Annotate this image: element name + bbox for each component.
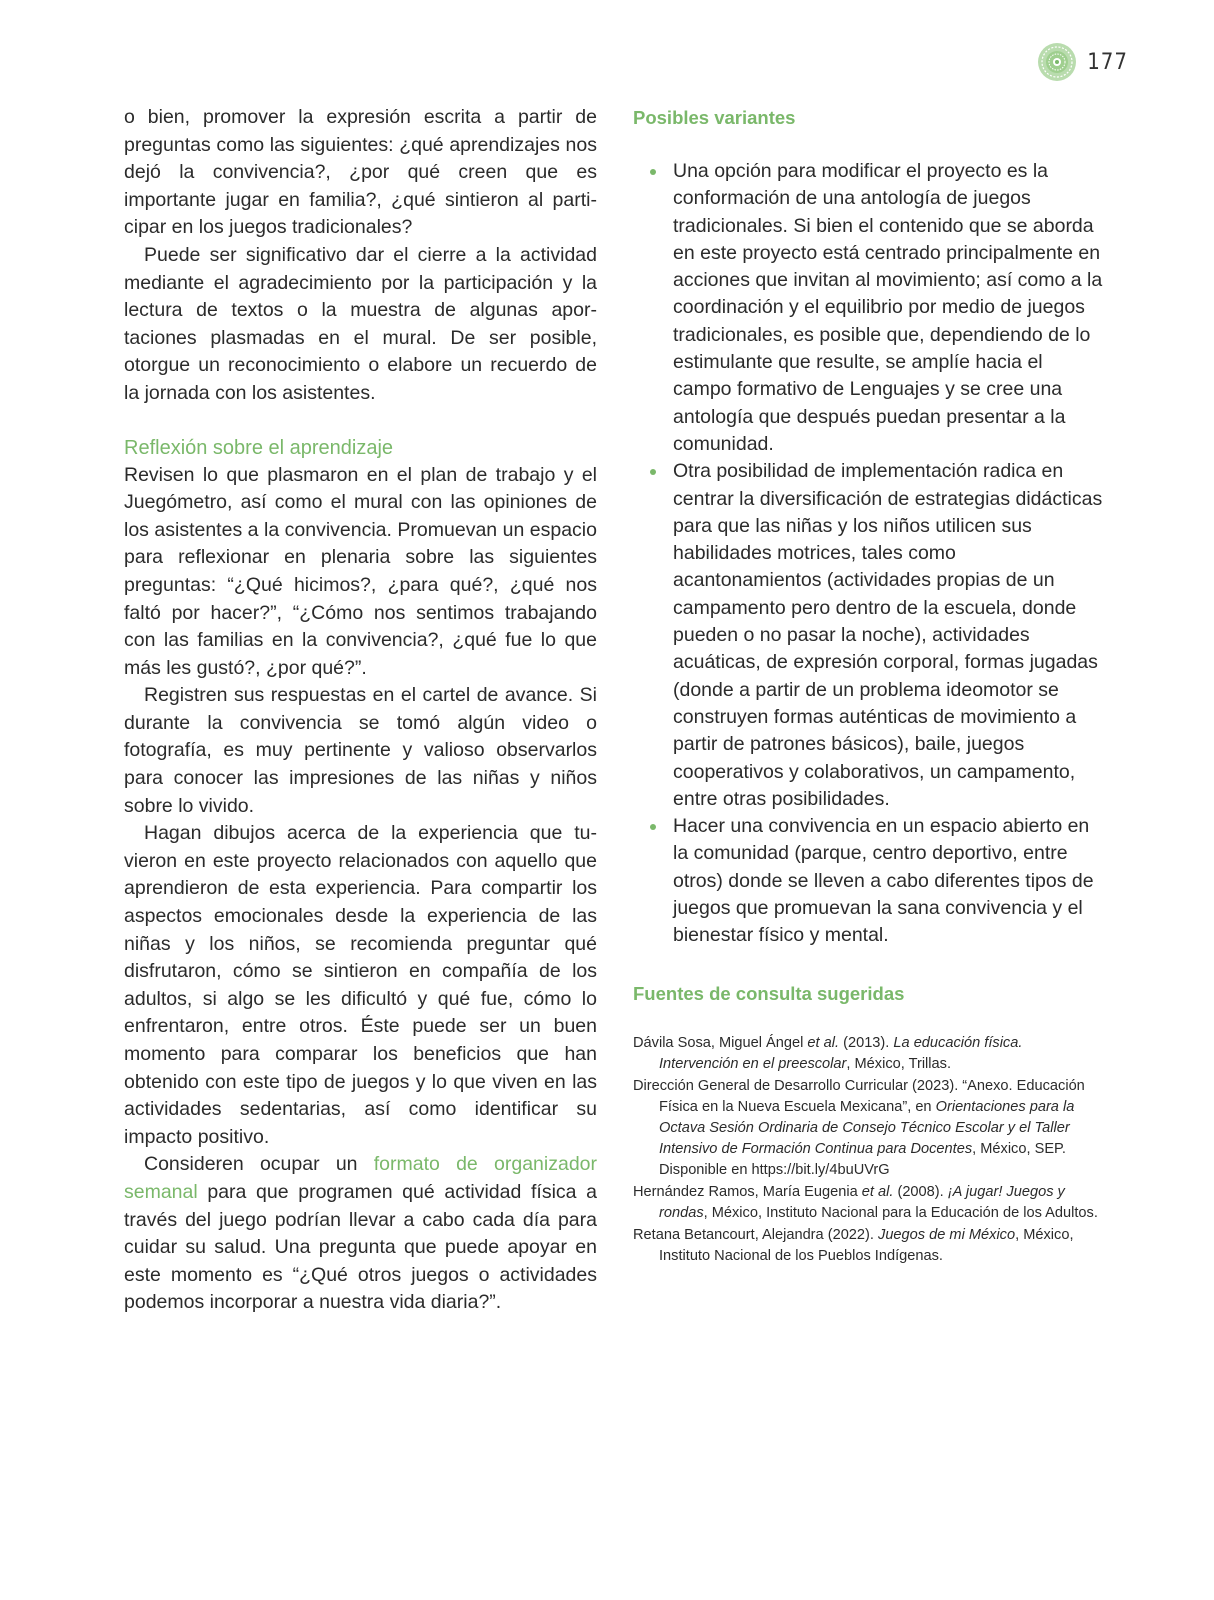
reference-author: Dávila Sosa, Miguel Ángel — [633, 1034, 808, 1051]
reference-title: ¡A jugar! Juegos y rondas — [659, 1183, 1065, 1221]
list-item-text: Otra posibilidad de implementación radica en centrar la diversificación de estrategias didácticas para que las niñas y los niños utilicen sus habilidades motrices, tales como acantonamientos (actividades propias de un campamento pero dentro de la escuela, donde pueden o no pasar la noche), actividades acuáticas, de expresión corporal, formas jugadas (donde a partir de un problema ideomotor se construyen formas auténticas de movimiento a partir de patrones básicos), baile, juegos cooperativos y colaborativos, un campamento, entre otras posibilidades. — [673, 460, 1103, 810]
left-column — [124, 104, 597, 1317]
circular-ornament-icon — [1037, 42, 1077, 82]
bullet-icon — [650, 169, 656, 175]
reference-title: La educación física. Intervención en el preescolar — [659, 1034, 1023, 1072]
reference-item — [633, 1182, 1103, 1224]
reference-etal: et al. — [861, 1183, 894, 1200]
reference-title: Juegos de mi México — [878, 1226, 1016, 1243]
list-item — [633, 158, 1103, 458]
section-heading-sources: Fuentes de consulta sugeridas — [633, 982, 905, 1004]
reference-publisher: , México, Instituto Nacional para la Educación de los Adultos. — [703, 1204, 1098, 1221]
reference-author: Dirección General de Desarrollo Curricular (2023). “Anexo. Educación Física en la Nueva Escuela Mexicana”, en — [633, 1077, 1085, 1115]
paragraph-text: para que programen qué actividad física a través del juego podrían llevar a cabo cada día para cuidar su salud. Una pregunta que puede apoyar en este momento es “¿Qué otros juegos o actividades podemos incorporar a nuestra vida diaria?”. — [124, 1180, 597, 1314]
references-list — [633, 1033, 1103, 1267]
paragraph-text: Consideren ocupar un — [144, 1153, 374, 1176]
reference-title: Orientaciones para la Octava Sesión Ordinaria de Consejo Técnico Escolar y el Taller Intensivo de Formación Continua para Docentes — [659, 1098, 1075, 1157]
reference-item — [633, 1033, 1103, 1075]
reference-publisher: , México, SEP. Disponible en https://bit.ly/4buUVrG — [659, 1140, 1066, 1178]
paragraph: Puede ser significativo dar el cierre a la actividad mediante el agradecimiento por la participación y la lectura de textos o la muestra de algunas aportaciones plasmadas en el mural. De ser posible, otorgue un reconocimiento o elabore un recuerdo de la jornada con los asistentes. — [124, 243, 597, 404]
paragraph — [124, 1151, 597, 1317]
reference-etal: et al. — [807, 1034, 840, 1051]
variants-list — [633, 158, 1103, 950]
list-item — [633, 813, 1103, 949]
reference-publisher: , México, Trillas. — [846, 1055, 952, 1072]
page-number: 177 — [1087, 49, 1128, 75]
bullet-icon — [650, 469, 656, 475]
list-item — [633, 458, 1103, 813]
reference-item — [633, 1225, 1103, 1267]
bullet-icon — [650, 824, 656, 830]
list-item-text: Una opción para modificar el proyecto es la conformación de una antología de juegos tradicionales. Si bien el contenido que se aborda en este proyecto está centrado principalmente en acciones que invitan al movimiento; así como a la coordinación y el equilibrio por medio de juegos tradicionales, es posible que, dependiendo de lo estimulante que resulte, se amplíe hacia el campo formativo de Lenguajes y se cree una antología que después puedan presentar a la comunidad. — [673, 160, 1103, 455]
reference-publisher: , México, Instituto Nacional de los Pueblos Indígenas. — [659, 1226, 1074, 1264]
section-heading-reflection: Reflexión sobre el aprendizaje — [124, 436, 394, 459]
paragraph: Registren sus respuestas en el cartel de avance. Si durante la convivencia se tomó algún video o fotografía, es muy pertinente y valioso observarlos para conocer las impresiones de las niñas y niños sobre lo vivido. — [124, 684, 597, 817]
page-header — [1037, 42, 1128, 82]
right-column — [633, 104, 1103, 1268]
list-item-text: Hacer una convivencia en un espacio abierto en la comunidad (parque, centro deportivo, entre otros) donde se lleven a cabo diferentes tipos de juegos que promuevan la sana convivencia y el bienestar físico y mental. — [673, 815, 1094, 947]
section-heading-variants: Posibles variantes — [633, 107, 796, 128]
reference-author: Hernández Ramos, María Eugenia — [633, 1183, 862, 1200]
organizer-format-link[interactable]: formato de organizador semanal — [124, 1153, 597, 1203]
paragraph: o bien, promover la expresión escrita a partir de preguntas como las siguientes: ¿qué aprendizajes nos dejó la convivencia?, ¿por qué creen que es importante jugar en familia?, ¿qué sintieron al participar en los juegos tradicionales? — [124, 106, 597, 239]
paragraph: Hagan dibujos acerca de la experiencia que tuvieron en este proyecto relacionados con aquello que aprendieron de esta experiencia. Para compartir los aspectos emocionales desde la experiencia de las niñas y los niños, se recomienda preguntar qué disfrutaron, cómo se sintieron en compañía de los adultos, si algo se les dificultó y qué fue, cómo lo enfrentaron, entre otros. Éste puede ser un buen momento para comparar los beneficios que han obtenido con este tipo de juegos y lo que viven en las actividades sedentarias, así como identificar su impacto positivo. — [124, 822, 597, 1148]
paragraph: Revisen lo que plasmaron en el plan de trabajo y el Juegómetro, así como el mural con las opiniones de los asistentes a la convivencia. Promuevan un espacio para reflexionar en plenaria sobre las siguientes preguntas: “¿Qué hicimos?, ¿para qué?, ¿qué nos faltó por hacer?”, “¿Cómo nos sentimos trabajando con las familias en la convivencia?, ¿qué fue lo que más les gustó?, ¿por qué?”. — [124, 463, 597, 679]
reference-author: Retana Betancourt, Alejandra (2022). — [633, 1226, 879, 1243]
reference-item — [633, 1076, 1103, 1181]
reference-year: (2013). — [839, 1034, 894, 1051]
reference-year: (2008). — [893, 1183, 948, 1200]
